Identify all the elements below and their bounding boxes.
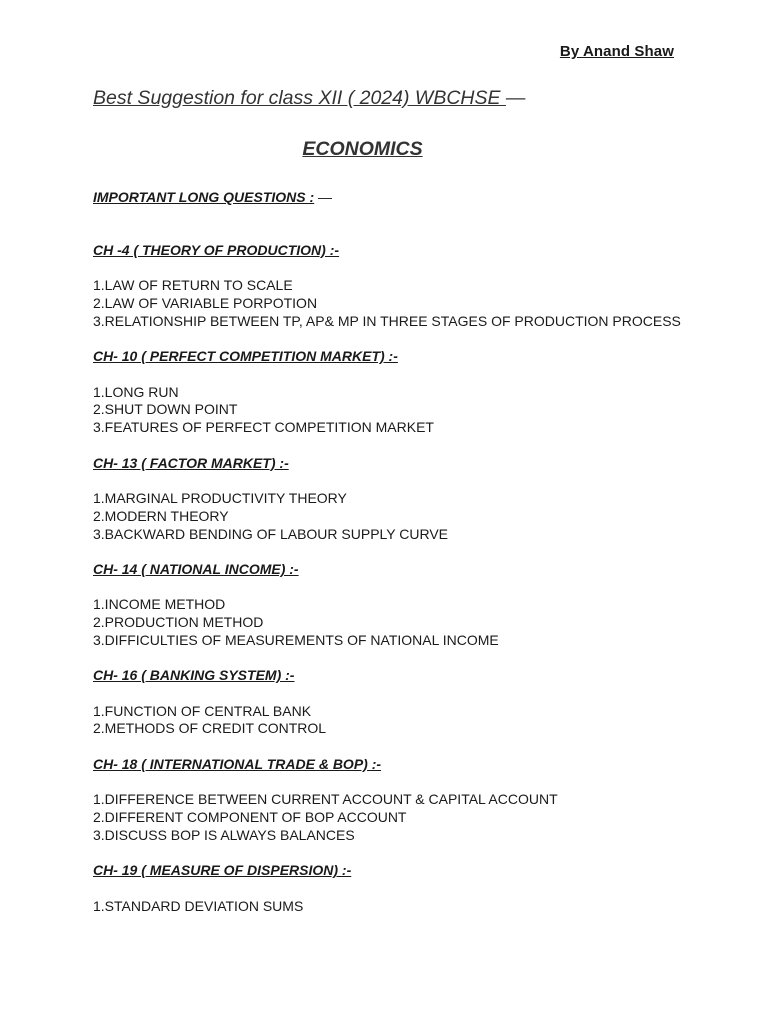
chapter-list bbox=[93, 242, 693, 916]
document-body bbox=[93, 189, 693, 933]
question-list bbox=[93, 791, 693, 844]
question-list bbox=[93, 490, 693, 543]
question-item: 2.DIFFERENT COMPONENT OF BOP ACCOUNT bbox=[93, 809, 407, 826]
question-item: 3.DIFFICULTIES OF MEASUREMENTS OF NATIONAL INCOME bbox=[93, 631, 499, 648]
chapter-heading bbox=[93, 455, 693, 473]
chapter-heading bbox=[93, 242, 693, 260]
question-list bbox=[93, 384, 693, 437]
question-list bbox=[93, 277, 693, 330]
chapter-heading-text: CH- 10 ( PERFECT COMPETITION MARKET) :- bbox=[93, 348, 398, 365]
question-item: 3.FEATURES OF PERFECT COMPETITION MARKET bbox=[93, 419, 434, 436]
document-title bbox=[93, 87, 525, 110]
intro-heading bbox=[93, 189, 693, 207]
question-item: 2.PRODUCTION METHOD bbox=[93, 614, 264, 631]
question-item: 1.INCOME METHOD bbox=[93, 596, 226, 613]
chapter-section bbox=[93, 667, 693, 738]
question-item: 3.BACKWARD BENDING OF LABOUR SUPPLY CURVE bbox=[93, 525, 449, 542]
chapter-heading-text: CH- 18 ( INTERNATIONAL TRADE & BOP) :- bbox=[93, 755, 382, 772]
chapter-section bbox=[93, 455, 693, 544]
question-item: 2.MODERN THEORY bbox=[93, 507, 229, 524]
chapter-heading bbox=[93, 756, 693, 774]
chapter-heading bbox=[93, 348, 693, 366]
chapter-heading bbox=[93, 561, 693, 579]
chapter-heading-text: CH -4 ( THEORY OF PRODUCTION) :- bbox=[93, 241, 340, 258]
chapter-heading-text: CH- 14 ( NATIONAL INCOME) :- bbox=[93, 560, 299, 577]
chapter-heading-text: CH- 19 ( MEASURE OF DISPERSION) :- bbox=[93, 862, 352, 879]
question-list bbox=[93, 703, 693, 739]
chapter-section bbox=[93, 348, 693, 437]
question-item: 1.LONG RUN bbox=[93, 383, 179, 400]
chapter-heading bbox=[93, 667, 693, 685]
chapter-section bbox=[93, 561, 693, 650]
chapter-section bbox=[93, 242, 693, 331]
question-list bbox=[93, 596, 693, 649]
document-title-dash: — bbox=[505, 87, 526, 109]
document-title-text: Best Suggestion for class XII ( 2024) WBCHSE bbox=[93, 87, 506, 109]
chapter-section bbox=[93, 756, 693, 845]
intro-dash: — bbox=[314, 189, 333, 205]
question-item: 2.LAW OF VARIABLE PORPOTION bbox=[93, 294, 318, 311]
author-byline: By Anand Shaw bbox=[559, 43, 674, 60]
chapter-heading-text: CH- 13 ( FACTOR MARKET) :- bbox=[93, 454, 289, 471]
question-item: 1.MARGINAL PRODUCTIVITY THEORY bbox=[93, 489, 347, 506]
subject-heading: ECONOMICS bbox=[302, 138, 423, 160]
question-item: 1.STANDARD DEVIATION SUMS bbox=[93, 897, 304, 914]
question-item: 1.FUNCTION OF CENTRAL BANK bbox=[93, 702, 312, 719]
intro-label: IMPORTANT LONG QUESTIONS : bbox=[93, 189, 315, 205]
question-item: 1.LAW OF RETURN TO SCALE bbox=[93, 277, 293, 294]
question-item: 2.SHUT DOWN POINT bbox=[93, 401, 238, 418]
question-list bbox=[93, 898, 693, 916]
chapter-heading-text: CH- 16 ( BANKING SYSTEM) :- bbox=[93, 667, 295, 684]
chapter-section bbox=[93, 862, 693, 915]
question-item: 1.DIFFERENCE BETWEEN CURRENT ACCOUNT & CAPITAL ACCOUNT bbox=[93, 791, 558, 808]
question-item: 3.DISCUSS BOP IS ALWAYS BALANCES bbox=[93, 826, 355, 843]
question-item: 3.RELATIONSHIP BETWEEN TP, AP& MP IN THREE STAGES OF PRODUCTION PROCESS bbox=[93, 312, 681, 329]
question-item: 2.METHODS OF CREDIT CONTROL bbox=[93, 720, 327, 737]
chapter-heading bbox=[93, 862, 693, 880]
